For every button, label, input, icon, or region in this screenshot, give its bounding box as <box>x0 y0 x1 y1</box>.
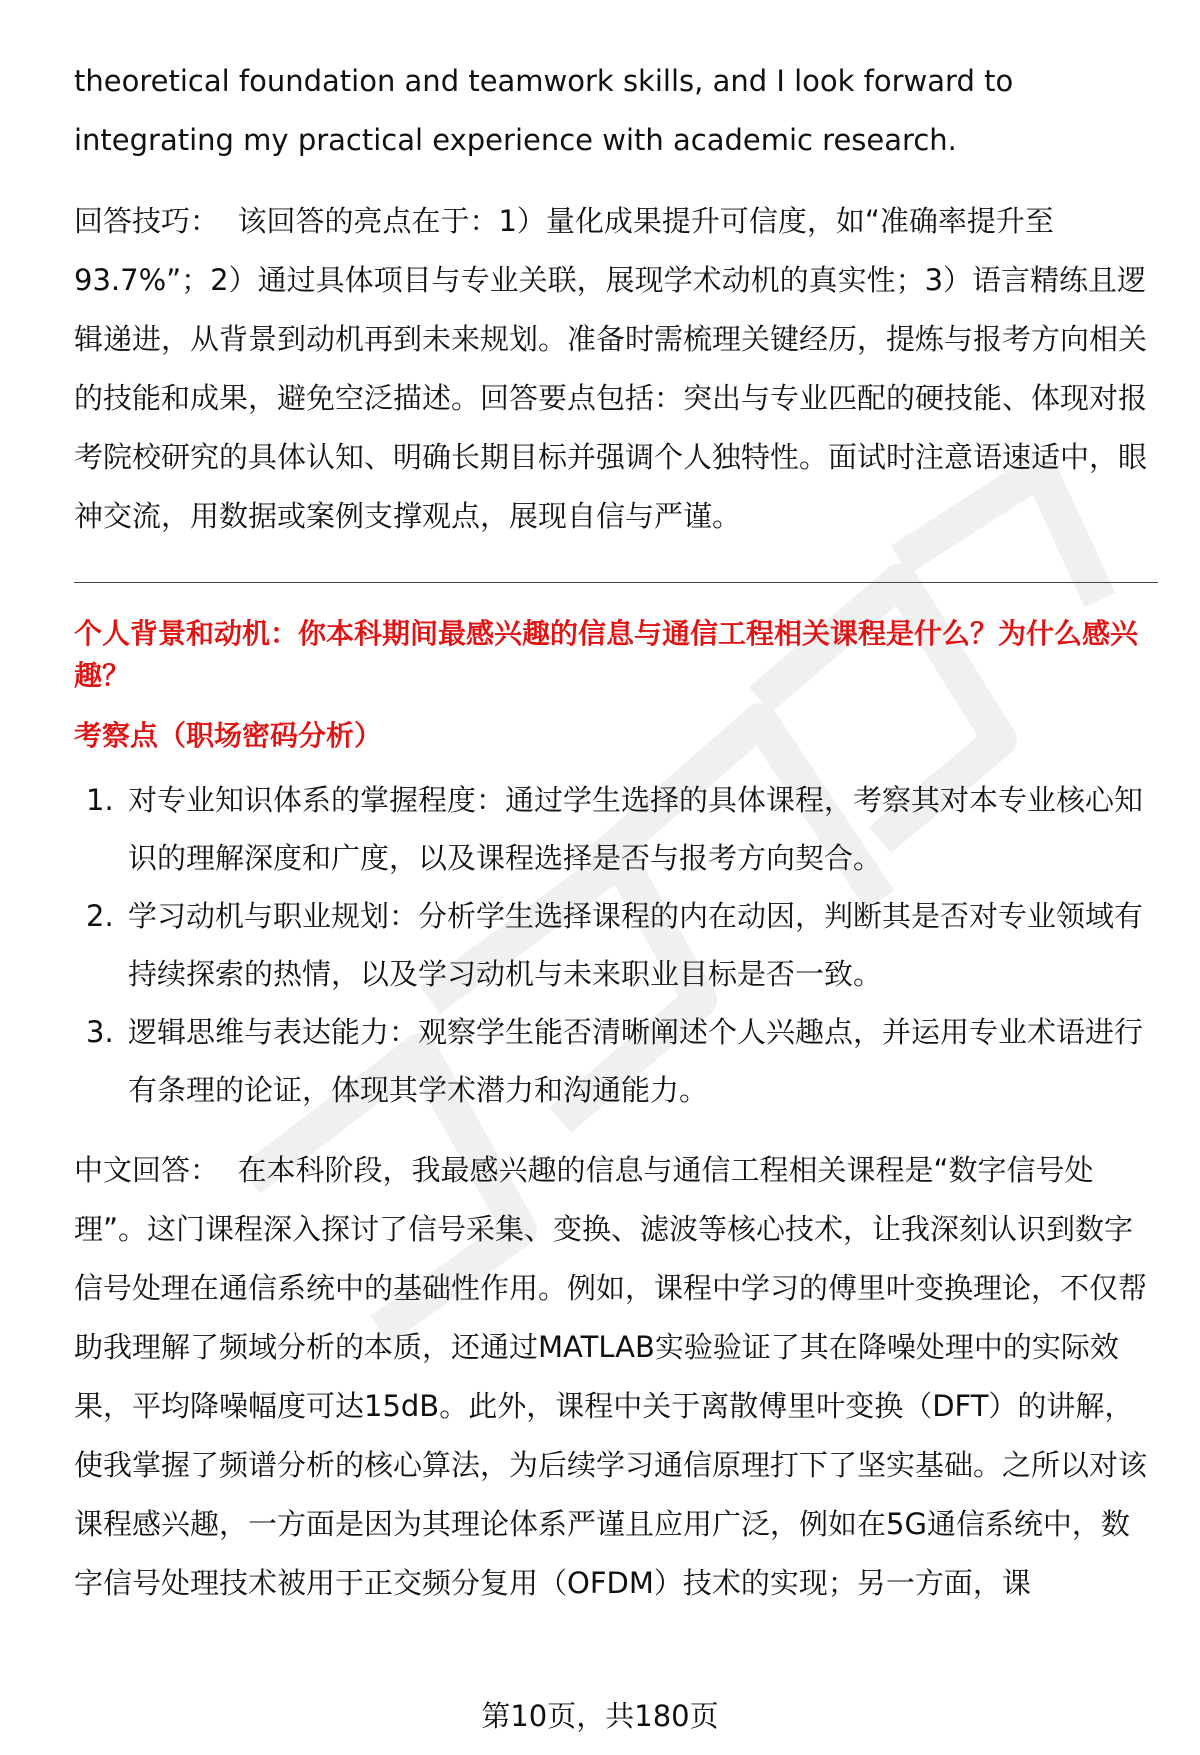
list-item-text: 学习动机与职业规划：分析学生选择课程的内在动因，判断其是否对专业领域有持续探索的热情，以及学习动机与未来职业目标是否一致。 <box>128 899 1144 991</box>
chinese-answer-paragraph <box>74 1141 1158 1613</box>
list-item-number: 3. <box>86 1015 114 1049</box>
list-item <box>74 771 1158 887</box>
section-title: 考察点（职场密码分析） <box>74 719 383 752</box>
answer-tips-paragraph <box>74 192 1158 546</box>
page-number-footer: 第10页，共180页 <box>481 1699 719 1733</box>
tips-label: 回答技巧： <box>74 204 220 238</box>
list-item-number: 2. <box>86 899 114 933</box>
question-heading: 个人背景和动机：你本科期间最感兴趣的信息与通信工程相关课程是什么？为什么感兴趣？ <box>74 617 1139 692</box>
assessment-points-list <box>74 771 1158 1119</box>
section-divider <box>74 582 1158 583</box>
document-page <box>74 52 1158 1613</box>
tips-text: 该回答的亮点在于：1）量化成果提升可信度，如“准确率提升至93.7%”；2）通过具体项目与专业关联，展现学术动机的真实性；3）语言精练且逻辑递进，从背景到动机再到未来规划。准备时需梳理关键经历，提炼与报考方向相关的技能和成果，避免空泛描述。回答要点包括：突出与专业匹配的硬技能、体现对报考院校研究的具体认知、明确长期目标并强调个人独特性。面试时注意语速适中，眼神交流，用数据或案例支撑观点，展现自信与严谨。 <box>74 204 1148 533</box>
list-item <box>74 887 1158 1003</box>
answer-text: 在本科阶段，我最感兴趣的信息与通信工程相关课程是“数字信号处理”。这门课程深入探讨了信号采集、变换、滤波等核心技术，让我深刻认识到数字信号处理在通信系统中的基础性作用。例如，课程中学习的傅里叶变换理论，不仅帮助我理解了频域分析的本质，还通过MATLAB实验验证了其在降噪处理中的实际效果，平均降噪幅度可达15dB。此外，课程中关于离散傅里叶变换（DFT）的讲解，使我掌握了频谱分析的核心算法，为后续学习通信原理打下了坚实基础。之所以对该课程感兴趣，一方面是因为其理论体系严谨且应用广泛，例如在5G通信系统中，数字信号处理技术被用于正交频分复用（OFDM）技术的实现；另一方面，课 <box>74 1153 1148 1600</box>
answer-label: 中文回答： <box>74 1153 220 1187</box>
intro-english-paragraph: theoretical foundation and teamwork skills, and I look forward to integrating my practical experience with academic research. <box>74 64 1014 157</box>
list-item-number: 1. <box>86 783 114 817</box>
list-item-text: 逻辑思维与表达能力：观察学生能否清晰阐述个人兴趣点，并运用专业术语进行有条理的论证，体现其学术潜力和沟通能力。 <box>128 1015 1144 1107</box>
list-item-text: 对专业知识体系的掌握程度：通过学生选择的具体课程，考察其对本专业核心知识的理解深度和广度，以及课程选择是否与报考方向契合。 <box>128 783 1144 875</box>
list-item <box>74 1003 1158 1119</box>
